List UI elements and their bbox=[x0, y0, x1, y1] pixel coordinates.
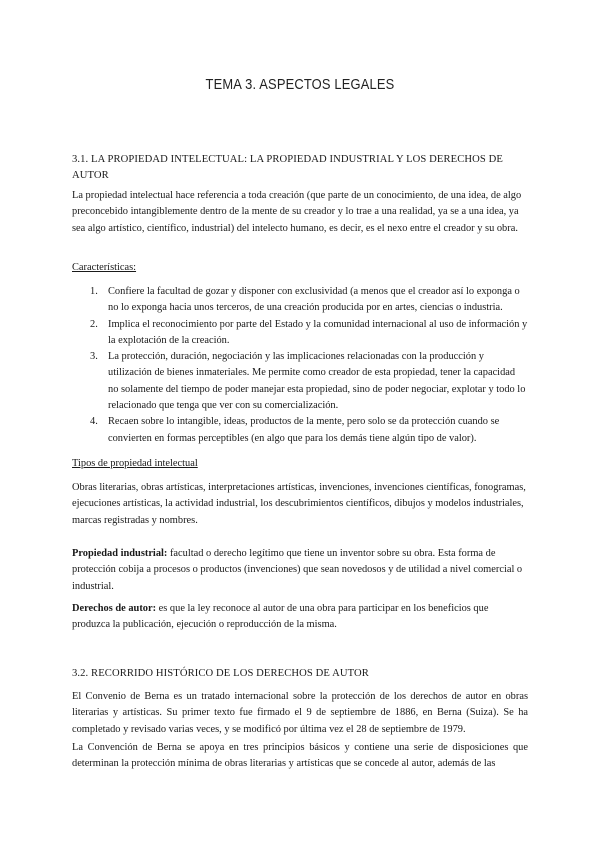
author-rights-label: Derechos de autor: bbox=[72, 603, 157, 614]
intro-paragraph: La propiedad intelectual hace referencia a toda creación (que parte de un conocimiento, de una idea, de algo preconcebido intangiblemente dentro de la mente de su creador y lo trae a una realidad, ya se a una idea, ya sea algo artístico, científico, industrial) del intelecto humano, es decir, es el nexo entre el creador y su obra. bbox=[72, 190, 522, 234]
page-title: TEMA 3. ASPECTOS LEGALES bbox=[205, 76, 395, 93]
list-item-text: La protección, duración, negociación y las implicaciones relacionadas con la producción y utilización de bienes inmateriales. Me permite como creador de esta propiedad, tener la capacidad no solamente del tiempo de poder manejar esta propiedad, sino de poder negociar, explotar y todo lo relacionado que tenga que ver con su comercialización. bbox=[108, 351, 526, 412]
list-item bbox=[90, 284, 528, 317]
list-number: 3. bbox=[90, 351, 98, 363]
types-paragraph: Obras literarias, obras artísticas, interpretaciones artísticas, invenciones, invenciones científicas, fonogramas, ejecuciones artísticas, la actividad industrial, los descubrimientos científicos, dibujos y modelos industriales, marcas registradas y nombres. bbox=[72, 482, 526, 526]
section-heading-3-1: 3.1. LA PROPIEDAD INTELECTUAL: LA PROPIEDAD INDUSTRIAL Y LOS DERECHOS DE AUTOR bbox=[72, 154, 503, 181]
list-item-text: Confiere la facultad de gozar y disponer con exclusividad (a menos que el creador así lo exponga o no lo exponga hacia unos terceros, de una creación producida por en artes, ciencias o industria. bbox=[108, 286, 520, 314]
list-item bbox=[90, 349, 528, 414]
list-item bbox=[90, 414, 528, 447]
characteristics-list bbox=[90, 284, 528, 447]
section-heading-3-2: 3.2. RECORRIDO HISTÓRICO DE LOS DERECHOS DE AUTOR bbox=[72, 668, 369, 679]
industrial-property-paragraph bbox=[72, 546, 528, 595]
berne-paragraph-1: El Convenio de Berna es un tratado internacional sobre la protección de los derechos de autor en obras literarias y artísticas. Su primer texto fue firmado el 9 de septiembre de 1886, en Berna (Suiza). Se ha completado y revisado varias veces, y se modificó por última vez el 28 de septiembre de 1979. bbox=[72, 691, 528, 735]
characteristics-heading bbox=[72, 260, 528, 276]
characteristics-label: Características: bbox=[72, 262, 137, 273]
list-number: 4. bbox=[90, 416, 98, 428]
types-label: Tipos de propiedad intelectual bbox=[72, 458, 198, 469]
list-number: 1. bbox=[90, 286, 98, 297]
list-item bbox=[90, 317, 528, 350]
author-rights-paragraph bbox=[72, 601, 528, 634]
author-rights-text: es que la ley reconoce al autor de una obra para participar en los beneficios que produzca la publicación, ejecución o reproducción de la misma. bbox=[72, 603, 489, 631]
list-item-text: Recaen sobre lo intangible, ideas, productos de la mente, pero solo se da protección cuando se convierten en formas perceptibles (en algo que para los demás tiene algún tipo de valor). bbox=[108, 416, 500, 444]
industrial-property-text: facultad o derecho legítimo que tiene un inventor sobre su obra. Esta forma de protección cobija a procesos o productos (invenciones) que sean novedosos y de utilidad a nivel comercial o industrial. bbox=[72, 548, 523, 592]
industrial-property-label: Propiedad industrial: bbox=[72, 548, 168, 559]
types-heading bbox=[72, 456, 528, 472]
berne-paragraph-2: La Convención de Berna se apoya en tres principios básicos y contiene una serie de disposiciones que determinan la protección mínima de obras literarias y artísticas que se concede al autor, además de las bbox=[72, 742, 528, 770]
list-item-text: Implica el reconocimiento por parte del Estado y la comunidad internacional al uso de información y la explotación de la creación. bbox=[108, 318, 528, 346]
list-number: 2. bbox=[90, 318, 98, 330]
